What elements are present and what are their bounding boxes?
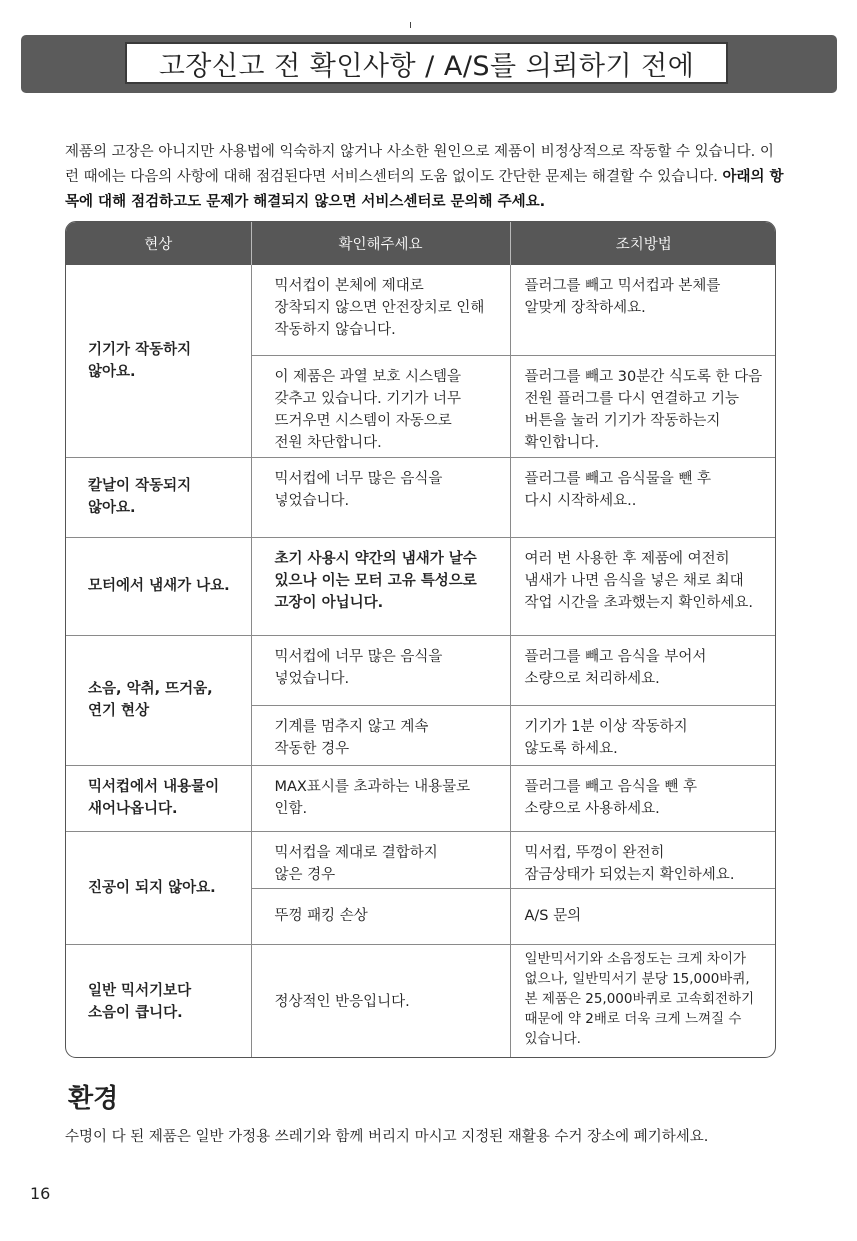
header-check: 확인해주세요 <box>251 222 510 265</box>
page-title: 고장신고 전 확인사항 / A/S를 의뢰하기 전에 <box>125 42 728 84</box>
check-cell: 뚜껑 패킹 손상 <box>251 888 510 944</box>
page-number: 16 <box>30 1184 51 1203</box>
intro-bold-text: 아래의 항목에 대해 점검하고도 문제가 해결되지 않으면 서비스센터로 문의해 주세요. <box>65 169 784 210</box>
table-row <box>66 944 776 1058</box>
solution-cell: 플러그를 빼고 음식물을 뺀 후 다시 시작하세요.. <box>510 457 776 537</box>
solution-cell: 플러그를 빼고 30분간 식도록 한 다음 전원 플러그를 다시 연결하고 기능 버튼을 눌러 기기가 작동하는지 확인합니다. <box>510 355 776 457</box>
solution-cell: 믹서컵, 뚜껑이 완전히 잠금상태가 되었는지 확인하세요. <box>510 831 776 888</box>
environment-text: 수명이 다 된 제품은 일반 가정용 쓰레기와 함께 버리지 마시고 지정된 재활용 수거 장소에 폐기하세요. <box>65 1129 709 1145</box>
symptom-cell: 모터에서 냄새가 나요. <box>66 537 251 635</box>
solution-cell: 여러 번 사용한 후 제품에 여전히 냄새가 나면 음식을 넣은 채로 최대 작업 시간을 초과했는지 확인하세요. <box>510 537 776 635</box>
check-cell: 믹서컵이 본체에 제대로 장착되지 않으면 안전장치로 인해 작동하지 않습니다. <box>251 265 510 355</box>
table-row <box>66 457 776 537</box>
symptom-cell: 진공이 되지 않아요. <box>66 831 251 944</box>
check-cell: 기계를 멈추지 않고 계속 작동한 경우 <box>251 705 510 765</box>
solution-cell: 기기가 1분 이상 작동하지 않도록 하세요. <box>510 705 776 765</box>
check-cell: MAX표시를 초과하는 내용물로 인함. <box>251 765 510 831</box>
check-cell: 믹서컵을 제대로 결합하지 않은 경우 <box>251 831 510 888</box>
symptom-cell: 칼날이 작동되지 않아요. <box>66 457 251 537</box>
symptom-cell: 일반 믹서기보다 소음이 큽니다. <box>66 944 251 1058</box>
table-row <box>66 831 776 888</box>
symptom-cell: 기기가 작동하지 않아요. <box>66 265 251 457</box>
header-symptom: 현상 <box>66 222 251 265</box>
table-row <box>66 635 776 705</box>
table-row <box>66 265 776 355</box>
intro-text: 제품의 고장은 아니지만 사용법에 익숙하지 않거나 사소한 원인으로 제품이 비정상적으로 작동할 수 있습니다. 이런 때에는 다음의 사항에 대해 점검된다면 서비스센터의 도움 없이도 간단한 문제는 해결할 수 있습니다. <box>65 144 774 185</box>
check-cell: 초기 사용시 약간의 냄새가 날수 있으나 이는 모터 고유 특성으로 고장이 아닙니다. <box>251 537 510 635</box>
table-header-row <box>66 222 776 265</box>
table-row <box>66 537 776 635</box>
symptom-cell: 믹서컵에서 내용물이 새어나옵니다. <box>66 765 251 831</box>
title-banner <box>21 35 837 93</box>
check-cell: 이 제품은 과열 보호 시스템을 갖추고 있습니다. 기기가 너무 뜨거우면 시스템이 자동으로 전원 차단합니다. <box>251 355 510 457</box>
check-cell: 믹서컵에 너무 많은 음식을 넣었습니다. <box>251 457 510 537</box>
solution-cell: A/S 문의 <box>510 888 776 944</box>
solution-cell: 플러그를 빼고 음식을 뺀 후 소량으로 사용하세요. <box>510 765 776 831</box>
top-tick-mark <box>410 22 411 28</box>
header-solution: 조치방법 <box>510 222 776 265</box>
intro-paragraph <box>65 140 785 215</box>
solution-cell: 플러그를 빼고 믹서컵과 본체를 알맞게 장착하세요. <box>510 265 776 355</box>
solution-cell: 일반믹서기와 소음정도는 크게 차이가 없으나, 일반믹서기 분당 15,000바퀴, 본 제품은 25,000바퀴로 고속회전하기 때문에 약 2배로 더욱 크게 느껴질 수 있습니다. <box>524 950 755 1047</box>
solution-cell: 플러그를 빼고 음식을 부어서 소량으로 처리하세요. <box>510 635 776 705</box>
check-cell: 믹서컵에 너무 많은 음식을 넣었습니다. <box>251 635 510 705</box>
troubleshooting-table <box>65 221 776 1058</box>
environment-heading: 환경 <box>68 1084 119 1114</box>
table-row <box>66 765 776 831</box>
check-cell: 정상적인 반응입니다. <box>251 944 510 1058</box>
symptom-cell: 소음, 악취, 뜨거움, 연기 현상 <box>66 635 251 765</box>
